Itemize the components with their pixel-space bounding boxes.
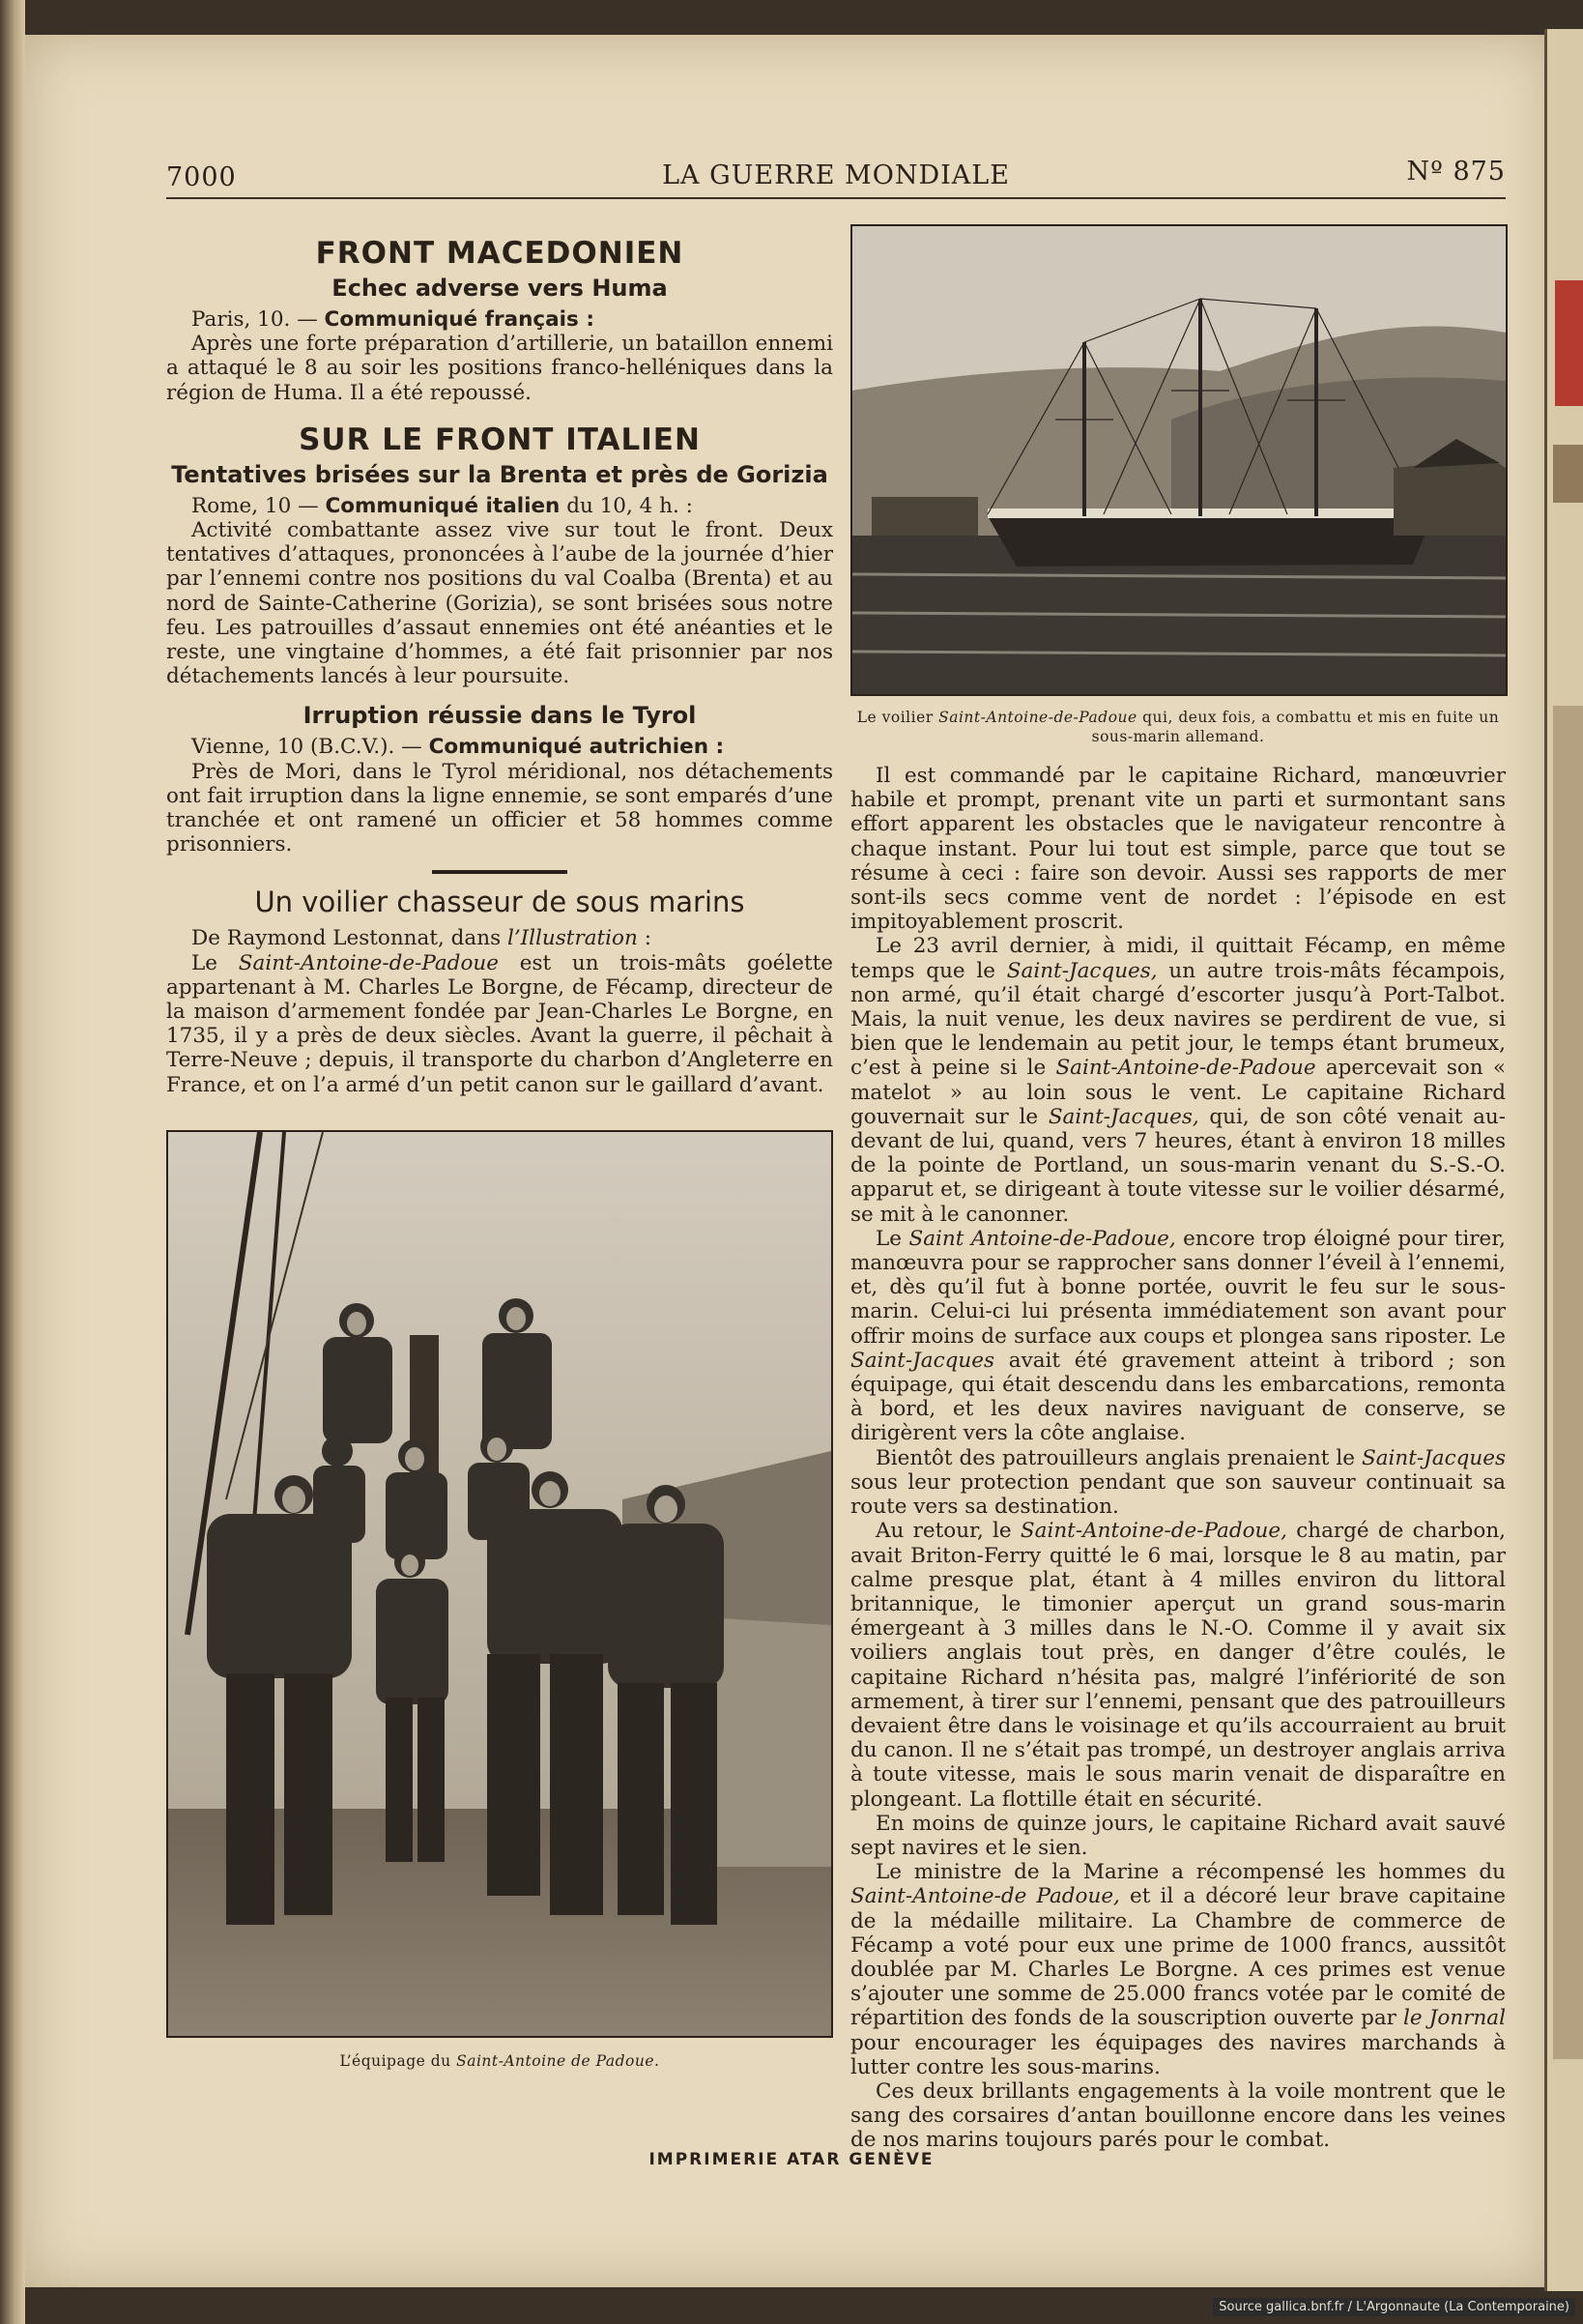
intro-rest: est un trois-mâts goélette appartenant à M. Charles Le Borgne, de Fécamp, directeur de la maison d’armement fondée par Jean-Charles Le Borgne, en 1735, il y a près de deux siècles. Avant la guerre, il pêchait à Terre-Neuve ; depuis, il transporte du charbon d’Angleterre en France, et on l’a armé d’un petit canon sur le gaillard d’avant. — [166, 950, 833, 1097]
ship-name: Saint-Jacques — [850, 1348, 995, 1373]
paragraph-text: Au retour, le — [876, 1519, 1012, 1544]
ship-name: Saint-Antoine-de-Padoue, — [1020, 1519, 1287, 1544]
issue-number: Nº 875 — [1406, 157, 1506, 187]
tyrol-body: Près de Mori, dans le Tyrol méridional, nos détachements ont fait irruption dans la ligne ennemie, se sont emparés d’une tranchée et ont ramené un officier et 58 hommes comme prisonniers. — [166, 759, 833, 857]
tyrol-dateline — [166, 735, 833, 759]
paragraph-text: Le 23 avril dernier, à midi, il quittait Fécamp, en même temps que le — [850, 934, 1506, 983]
next-page-fragment — [1553, 706, 1583, 2059]
article-paragraph: En moins de quinze jours, le capitaine Richard avait sauvé sept navires et le sien. — [850, 1811, 1506, 1860]
article-paragraph — [850, 1860, 1506, 2079]
caption-text-end: qui, deux fois, a combattu et mis en fuite un sous-marin allemand. — [1091, 709, 1500, 745]
dateline-text: Paris, 10. — — [191, 307, 318, 332]
article-paragraph — [850, 1446, 1506, 1520]
dateline-text: Rome, 10 — — [191, 493, 319, 518]
paragraph-text: avait été gravement atteint à tribord ; son équipage, qui était descendu dans les embarcations, remonta à bord, et les deux navires naviguant de conserve, se dirigèrent vers la côte anglaise. — [850, 1348, 1506, 1446]
ship-name: Saint-Jacques — [1361, 1445, 1507, 1470]
caption-text: Le voilier — [856, 709, 934, 726]
page-number: 7000 — [166, 162, 237, 192]
voilier-source — [166, 926, 833, 950]
ship-name: Saint-Antoine-de-Padoue — [238, 950, 499, 975]
ship-name: Saint-Antoine-de-Padoue — [1055, 1056, 1316, 1081]
front-macedonien-body: Après une forte préparation d’artillerie, un bataillon ennemi a attaqué le 8 au soir les positions franco-helléniques dans la région de Huma. Il a été repoussé. — [166, 332, 833, 405]
crew-photo — [166, 1130, 833, 2038]
newspaper-name: le Jonrnal — [1403, 2006, 1506, 2031]
dateline-text: Vienne, 10 (B.C.V.). — — [191, 735, 422, 760]
front-macedonien-subtitle: Echec adverse vers Huma — [331, 275, 668, 302]
caption-ship-name: Saint-Antoine-de-Padoue — [938, 709, 1137, 726]
book-binding-edge — [0, 0, 25, 2324]
journal-title: LA GUERRE MONDIALE — [662, 160, 1010, 190]
ship-name: Saint-Jacques, — [1006, 958, 1158, 983]
article-paragraph — [850, 1519, 1506, 1811]
section-separator — [432, 870, 567, 874]
caption-ship-name: Saint-Antoine de Padoue. — [456, 2051, 660, 2070]
article-paragraph — [850, 934, 1506, 1226]
crew-photo-illustration — [168, 1132, 831, 2036]
crew-photo-caption — [166, 2051, 833, 2071]
paragraph-text: sous leur protection pendant que son sauveur continuait sa route vers sa destination. — [850, 1469, 1506, 1520]
ship-name: Saint-Jacques, — [1048, 1104, 1199, 1129]
next-page-edge — [1544, 29, 1583, 2291]
dateline-communique: Communiqué italien — [325, 493, 561, 518]
paragraph-text: et il a décoré leur brave capitaine de la médaille militaire. La Chambre de commerce de Fécamp a voté pour eux une prime de 1000 francs, aussitôt doublée par M. Charles Le Borgne. A ces primes est venue s’ajouter une somme de 25.000 francs votée par le comité de répartition des fonds de la souscription ouverte par — [850, 1884, 1506, 2031]
voilier-intro — [166, 951, 833, 1097]
article-paragraph: Ces deux brillants engagements à la voile montrent que le sang des corsaires d’antan bouillonne encore dans les veines de nos marins toujours parés pour le combat. — [850, 2078, 1506, 2153]
front-italien-dateline — [166, 494, 833, 518]
front-italien-title: SUR LE FRONT ITALIEN — [299, 421, 701, 457]
paragraph-text: apercevait son « matelot » au loin sous le vent. Le capitaine Richard gouvernait sur le — [850, 1056, 1506, 1129]
source-end: : — [637, 926, 651, 951]
tyrol-subtitle: Irruption réussie dans le Tyrol — [302, 702, 697, 730]
source-intro: De Raymond Lestonnat, dans — [191, 926, 502, 951]
right-column — [850, 224, 1506, 2153]
paragraph-text: Le — [876, 1226, 903, 1251]
front-macedonien-title: FRONT MACEDONIEN — [315, 236, 684, 271]
paragraph-text: encore trop éloigné pour tirer, manœuvra pour se rapprocher sans donner l’éveil à l’ennemi, et, dès qu’il fut à bonne portée, ouvrit le feu sur le sous-marin. Celui-ci lui présenta immédiatement son avant pour offrir moins de surface aux coups et plongea sans riposter. Le — [850, 1226, 1506, 1349]
dateline-time: du 10, 4 h. : — [566, 493, 693, 518]
ship-name: Saint-Antoine-de Padoue, — [850, 1884, 1120, 1909]
dateline-communique: Communiqué autrichien : — [428, 735, 725, 760]
ship-name: Saint Antoine-de-Padoue, — [908, 1226, 1176, 1251]
printer-footer: IMPRIMERIE ATAR GENÈVE — [648, 2150, 935, 2169]
paragraph-text: pour encourager les équipages des navires marchands à lutter contre les sous-marins. — [850, 2030, 1506, 2079]
paragraph-text: Bientôt des patrouilleurs anglais prenaient le — [876, 1445, 1355, 1470]
article-paragraph — [850, 1227, 1506, 1446]
source-publication: l’Illustration — [506, 926, 638, 951]
header-rule — [166, 197, 1506, 199]
page-header — [166, 157, 1506, 195]
paragraph-text: qui, de son côté venait au-devant de lui, quand, vers 7 heures, étant à environ 18 milles de la pointe de Portland, un sous-marin venant du S.-S.-O. apparut et, se dirigeant à toute vitesse sur le voilier désarmé, se mit à le canonner. — [850, 1104, 1506, 1227]
paragraph-text: Le ministre de la Marine a récompensé les hommes du — [876, 1860, 1506, 1885]
ship-photo-illustration — [852, 226, 1506, 694]
dateline-communique: Communiqué français : — [324, 307, 594, 332]
front-italien-subtitle: Tentatives brisées sur la Brenta et près de Gorizia — [171, 460, 828, 488]
intro-start: Le — [191, 950, 218, 975]
paragraph-text: chargé de charbon, avait Briton-Ferry quitté le 6 mai, lorsque le 8 au matin, par calme presque plat, étant à 4 milles environ du littoral britannique, le timonier aperçut un grand sous-marin émergeant à 3 milles dans le N.-O. Comme il y avait six voiliers anglais tout près, en danger d’être coulés, le capitaine Richard n’hésita pas, malgré l’infériorité de son armement, à tirer sur l’ennemi, pensant que des patrouilleurs devaient être dans le voisinage et qu’ils accourraient au bruit du canon. Il ne s’était pas trompé, un destroyer anglais arriva à toute vitesse, mais le sous marin venait de disparaître en plongeant. La flottille était en sécurité. — [850, 1519, 1507, 1812]
article-paragraph: Il est commandé par le capitaine Richard, manœuvrier habile et prompt, prenant vite un parti et surmontant sans effort apparent les obstacles que le navigateur rencontre à chaque instant. Pour lui tout est simple, parce que tout se résume à ceci : faire son devoir. Aussi ses rapports de mer sont-ils secs comme vent de nordet : l’épisode en est impitoyablement proscrit. — [850, 764, 1506, 935]
front-macedonien-dateline — [166, 307, 833, 332]
caption-text: L’équipage du — [339, 2051, 451, 2070]
ship-photo — [850, 224, 1508, 696]
paragraph-text: un autre trois-mâts fécampois, non armé, qu’il était chargé d’escorter jusqu’à Port-Talbot. Mais, la nuit venue, les deux navires se perdirent de vue, si bien que le lendemain au petit jour, le temps étant brumeux, c’est à peine si le — [850, 958, 1506, 1081]
left-column — [166, 224, 833, 2071]
front-italien-body: Activité combattante assez vive sur tout le front. Deux tentatives d’attaques, prononcées à l’aube de la journée d’hier par l’ennemi contre nos positions du val Coalba (Brenta) et au nord de Sainte-Catherine (Gorizia), se sont brisées sous notre feu. Les patrouilles d’assaut ennemies ont été anéanties et le reste, une vingtaine d’hommes, a été fait prisonnier par nos détachements lancés à leur poursuite. — [166, 518, 833, 689]
voilier-title: Un voilier chasseur de sous marins — [254, 886, 745, 919]
voilier-continuation — [850, 764, 1506, 2153]
next-page-fragment — [1553, 445, 1583, 503]
ship-photo-caption — [850, 708, 1506, 746]
source-credit: Source gallica.bnf.fr / L'Argonnaute (La Contemporaine) — [1213, 2298, 1575, 2316]
next-page-red-mark — [1555, 280, 1583, 406]
